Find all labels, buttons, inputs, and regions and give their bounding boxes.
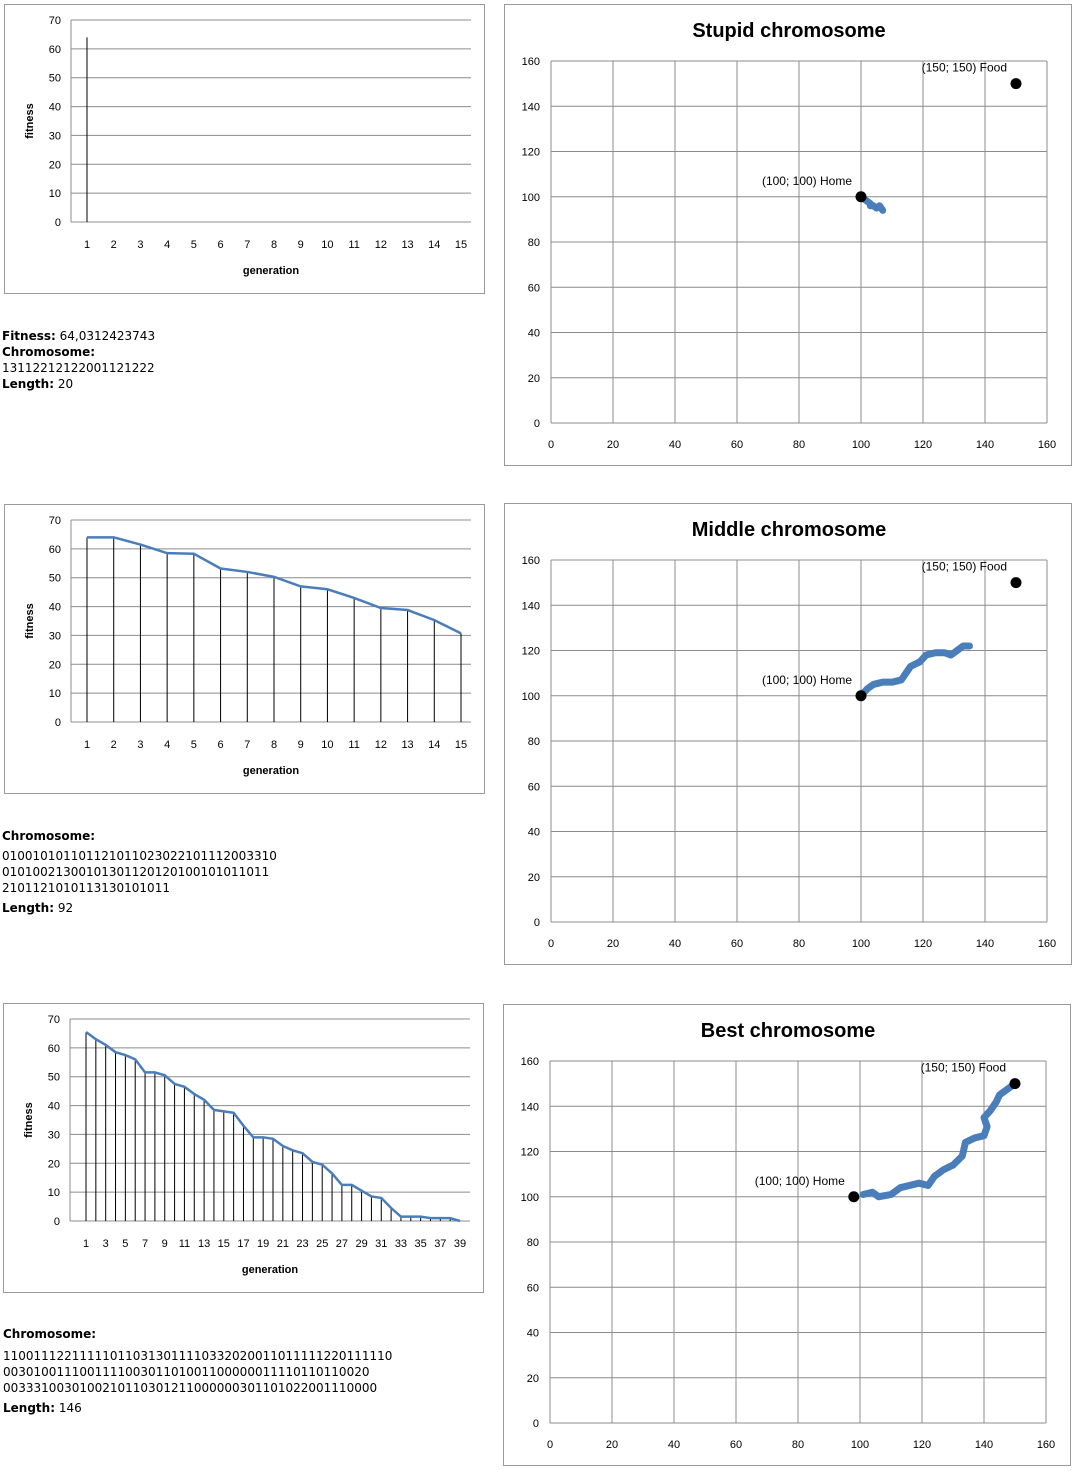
x-tick-label: 33 bbox=[394, 1238, 408, 1250]
x-tick-label: 6 bbox=[217, 239, 224, 251]
y-tick-label: 120 bbox=[521, 146, 540, 159]
y-tick-label: 10 bbox=[47, 1187, 60, 1200]
y-tick-label: 60 bbox=[526, 1282, 539, 1295]
y-axis-title: fitness bbox=[23, 1102, 35, 1138]
y-tick-label: 40 bbox=[48, 601, 61, 614]
path-chart-panel-stupid bbox=[504, 4, 1072, 466]
fitness-chart-stupid bbox=[5, 5, 486, 295]
y-tick-label: 20 bbox=[527, 871, 540, 884]
y-tick-label: 60 bbox=[527, 781, 540, 794]
food-point bbox=[1011, 78, 1022, 89]
y-tick-label: 60 bbox=[47, 1042, 60, 1055]
x-tick-label: 10 bbox=[321, 739, 334, 751]
x-tick-label: 7 bbox=[244, 239, 251, 251]
y-tick-label: 30 bbox=[47, 1129, 60, 1142]
x-tick-label: 120 bbox=[913, 439, 933, 451]
x-tick-label: 40 bbox=[668, 938, 682, 950]
x-tick-label: 120 bbox=[912, 1439, 932, 1451]
x-axis-title: generation bbox=[241, 1264, 299, 1276]
y-tick-label: 0 bbox=[54, 717, 61, 729]
y-tick-label: 80 bbox=[527, 237, 540, 249]
x-tick-label: 12 bbox=[374, 739, 387, 751]
chromosome-line: 110011122111110110313011110332020011011111220111110 bbox=[3, 1349, 393, 1363]
home-label: (100; 100) Home bbox=[761, 173, 852, 188]
x-tick-label: 9 bbox=[297, 739, 304, 751]
x-tick-label: 0 bbox=[547, 439, 555, 451]
chromosome-line: 13112212122001121222 bbox=[2, 361, 155, 375]
x-tick-label: 23 bbox=[296, 1238, 309, 1250]
y-tick-label: 0 bbox=[533, 418, 540, 430]
x-tick-label: 14 bbox=[428, 239, 441, 251]
x-tick-label: 100 bbox=[851, 439, 871, 451]
x-tick-label: 10 bbox=[321, 239, 334, 251]
x-tick-label: 15 bbox=[454, 739, 468, 751]
chromosome-label: Chromosome: bbox=[2, 345, 96, 359]
path-chart-stupid bbox=[505, 5, 1073, 467]
food-label: (150; 150) Food bbox=[921, 559, 1007, 574]
x-tick-label: 5 bbox=[122, 1238, 129, 1250]
x-tick-label: 1 bbox=[83, 739, 91, 751]
y-tick-label: 20 bbox=[47, 1158, 60, 1171]
fitness-chart-panel-stupid bbox=[4, 4, 485, 294]
x-tick-label: 40 bbox=[667, 1439, 681, 1451]
x-tick-label: 160 bbox=[1037, 439, 1057, 451]
y-tick-label: 160 bbox=[520, 1056, 539, 1068]
x-tick-label: 5 bbox=[190, 739, 197, 751]
x-tick-label: 4 bbox=[164, 739, 171, 751]
x-tick-label: 0 bbox=[546, 1439, 554, 1451]
x-tick-label: 7 bbox=[244, 739, 251, 751]
y-tick-label: 50 bbox=[47, 1071, 60, 1084]
y-tick-label: 50 bbox=[48, 572, 61, 585]
x-tick-label: 15 bbox=[454, 239, 468, 251]
food-point bbox=[1011, 577, 1022, 588]
chromosome-line: 003010011100111100301101001100000011110110110020 bbox=[3, 1365, 370, 1379]
path-chart-middle bbox=[505, 504, 1073, 966]
x-tick-label: 4 bbox=[164, 239, 171, 251]
y-tick-label: 0 bbox=[54, 217, 61, 229]
x-tick-label: 11 bbox=[348, 739, 360, 751]
x-tick-label: 100 bbox=[850, 1439, 870, 1451]
x-tick-label: 12 bbox=[374, 239, 387, 251]
y-tick-label: 140 bbox=[521, 101, 540, 114]
x-tick-label: 27 bbox=[335, 1238, 349, 1250]
home-point bbox=[856, 690, 867, 701]
x-tick-label: 13 bbox=[401, 239, 414, 251]
x-tick-label: 100 bbox=[851, 938, 871, 950]
y-tick-label: 80 bbox=[526, 1237, 539, 1249]
length-label: Length: bbox=[2, 377, 54, 391]
y-tick-label: 70 bbox=[48, 515, 61, 527]
length-label: Length: bbox=[3, 1401, 55, 1415]
chromosome-line: 2101121010113130101011 bbox=[2, 881, 170, 895]
chromosome-line: 01010021300101301120120100101011011 bbox=[2, 865, 270, 879]
y-tick-label: 30 bbox=[48, 630, 61, 643]
x-tick-label: 160 bbox=[1036, 1439, 1056, 1451]
y-tick-label: 0 bbox=[532, 1418, 539, 1430]
ant-path-line bbox=[863, 1084, 1015, 1197]
x-tick-label: 13 bbox=[401, 739, 414, 751]
y-axis-title: fitness bbox=[24, 103, 36, 139]
length-value: 146 bbox=[58, 1401, 82, 1415]
fitness-chart-middle bbox=[5, 505, 486, 795]
y-tick-label: 60 bbox=[48, 543, 61, 556]
y-tick-label: 140 bbox=[520, 1101, 539, 1114]
x-tick-label: 40 bbox=[668, 439, 682, 451]
x-tick-label: 6 bbox=[217, 739, 224, 751]
x-tick-label: 80 bbox=[791, 1439, 805, 1451]
x-tick-label: 29 bbox=[355, 1238, 368, 1250]
x-tick-label: 3 bbox=[102, 1238, 109, 1250]
y-tick-label: 120 bbox=[520, 1146, 539, 1159]
home-label: (100; 100) Home bbox=[761, 672, 852, 687]
x-tick-label: 1 bbox=[83, 239, 91, 251]
info-best bbox=[3, 1326, 392, 1416]
x-tick-label: 60 bbox=[729, 1439, 743, 1451]
y-tick-label: 0 bbox=[533, 917, 540, 929]
y-tick-label: 40 bbox=[526, 1327, 539, 1340]
y-tick-label: 60 bbox=[527, 282, 540, 295]
y-tick-label: 120 bbox=[521, 645, 540, 658]
chromosome-line: 0033310030100210110301211000000301101022001110000 bbox=[3, 1381, 378, 1395]
y-tick-label: 40 bbox=[527, 327, 540, 340]
y-tick-label: 0 bbox=[53, 1216, 60, 1228]
chromosome-label: Chromosome: bbox=[3, 1327, 97, 1341]
chart-title: Best chromosome bbox=[700, 1020, 876, 1042]
info-stupid bbox=[2, 328, 155, 392]
length-label: Length: bbox=[2, 901, 54, 915]
y-tick-label: 20 bbox=[48, 159, 61, 172]
home-point bbox=[856, 191, 867, 202]
chart-title: Stupid chromosome bbox=[692, 20, 886, 42]
food-point bbox=[1010, 1078, 1021, 1089]
length-value: 92 bbox=[57, 901, 74, 915]
path-chart-best bbox=[504, 1005, 1072, 1467]
y-tick-label: 60 bbox=[48, 43, 61, 56]
length-value: 20 bbox=[57, 377, 74, 391]
y-tick-label: 70 bbox=[47, 1014, 60, 1026]
fitness-label: Fitness: bbox=[2, 329, 56, 343]
x-tick-label: 11 bbox=[348, 239, 360, 251]
food-label: (150; 150) Food bbox=[921, 60, 1007, 75]
y-tick-label: 70 bbox=[48, 15, 61, 27]
x-tick-label: 31 bbox=[375, 1238, 388, 1250]
y-tick-label: 20 bbox=[48, 659, 61, 672]
y-tick-label: 10 bbox=[48, 688, 61, 701]
y-tick-label: 160 bbox=[521, 56, 540, 68]
y-tick-label: 160 bbox=[521, 555, 540, 567]
x-tick-label: 9 bbox=[297, 239, 304, 251]
y-tick-label: 20 bbox=[527, 372, 540, 385]
food-label: (150; 150) Food bbox=[920, 1060, 1006, 1075]
chromosome-label: Chromosome: bbox=[2, 829, 96, 843]
x-tick-label: 120 bbox=[913, 938, 933, 950]
x-tick-label: 0 bbox=[547, 938, 555, 950]
x-tick-label: 21 bbox=[276, 1238, 289, 1250]
y-tick-label: 40 bbox=[48, 101, 61, 114]
x-tick-label: 60 bbox=[730, 439, 744, 451]
home-label: (100; 100) Home bbox=[754, 1173, 845, 1188]
x-tick-label: 60 bbox=[730, 938, 744, 950]
x-tick-label: 9 bbox=[161, 1238, 168, 1250]
y-tick-label: 80 bbox=[527, 736, 540, 748]
x-tick-label: 15 bbox=[217, 1238, 230, 1250]
y-tick-label: 50 bbox=[48, 72, 61, 85]
y-tick-label: 40 bbox=[527, 826, 540, 839]
x-tick-label: 39 bbox=[453, 1238, 467, 1250]
y-tick-label: 140 bbox=[521, 600, 540, 613]
x-tick-label: 8 bbox=[270, 239, 278, 251]
x-tick-label: 1 bbox=[82, 1238, 90, 1250]
y-tick-label: 100 bbox=[521, 191, 540, 204]
x-tick-label: 3 bbox=[137, 739, 144, 751]
info-middle bbox=[2, 828, 277, 916]
x-axis-title: generation bbox=[242, 265, 300, 277]
x-tick-label: 80 bbox=[792, 439, 806, 451]
x-tick-label: 3 bbox=[137, 239, 144, 251]
x-tick-label: 140 bbox=[975, 439, 995, 451]
fitness-value: 64,0312423743 bbox=[59, 329, 156, 343]
x-tick-label: 20 bbox=[606, 938, 620, 950]
path-chart-panel-middle bbox=[504, 503, 1072, 965]
path-chart-panel-best bbox=[503, 1004, 1071, 1466]
home-point bbox=[848, 1191, 859, 1202]
x-tick-label: 20 bbox=[606, 439, 620, 451]
chromosome-line: 010010101101121011023022101112003310 bbox=[2, 849, 277, 863]
chart-title: Middle chromosome bbox=[691, 519, 887, 541]
x-tick-label: 14 bbox=[428, 739, 441, 751]
x-tick-label: 140 bbox=[975, 938, 995, 950]
x-tick-label: 13 bbox=[197, 1238, 211, 1250]
y-tick-label: 10 bbox=[48, 188, 61, 201]
x-tick-label: 25 bbox=[316, 1238, 329, 1250]
x-tick-label: 11 bbox=[178, 1238, 191, 1250]
x-tick-label: 7 bbox=[141, 1238, 149, 1250]
x-tick-label: 37 bbox=[434, 1238, 447, 1250]
ant-path-line bbox=[861, 646, 970, 696]
y-tick-label: 20 bbox=[526, 1372, 539, 1385]
x-tick-label: 8 bbox=[270, 739, 278, 751]
y-tick-label: 40 bbox=[47, 1100, 60, 1113]
fitness-chart-best bbox=[4, 1004, 485, 1294]
y-axis-title: fitness bbox=[24, 603, 36, 639]
fitness-chart-panel-best bbox=[3, 1003, 484, 1293]
x-tick-label: 140 bbox=[974, 1439, 994, 1451]
x-tick-label: 35 bbox=[414, 1238, 427, 1250]
x-tick-label: 2 bbox=[110, 239, 117, 251]
x-tick-label: 5 bbox=[190, 239, 197, 251]
x-tick-label: 160 bbox=[1037, 938, 1057, 950]
y-tick-label: 100 bbox=[521, 690, 540, 703]
fitness-chart-panel-middle bbox=[4, 504, 485, 794]
x-axis-title: generation bbox=[242, 765, 300, 777]
x-tick-label: 20 bbox=[605, 1439, 619, 1451]
x-tick-label: 80 bbox=[792, 938, 806, 950]
y-tick-label: 100 bbox=[520, 1191, 539, 1204]
x-tick-label: 17 bbox=[237, 1238, 250, 1250]
x-tick-label: 2 bbox=[110, 739, 117, 751]
x-tick-label: 19 bbox=[257, 1238, 270, 1250]
y-tick-label: 30 bbox=[48, 130, 61, 143]
